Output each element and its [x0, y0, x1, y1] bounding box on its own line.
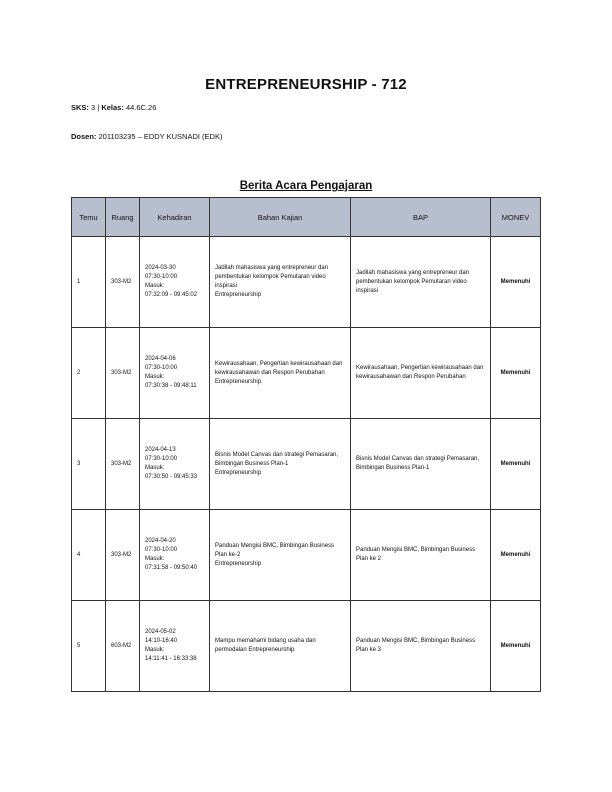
ruang-cell: 303-M2	[106, 237, 140, 328]
bap-text: Kewirausahaan, Pengertian kewirausahaan dan kewirausahawan dan Respon Perubahan	[356, 365, 484, 380]
masuk-text: 07:30:38 - 09:48:11	[145, 383, 197, 389]
kajian-text: Kewirausahaan, Pengertian kewirausahaan dan kewirausahawan dan Respon Perubahan Entrepreneurship	[215, 360, 343, 385]
time-text: 14:10-16:40	[145, 638, 178, 644]
kehadiran-cell	[140, 328, 210, 419]
bap-text: Bisnis Model Canvas dan strategi Pemasaran, Bimbingan Business Plan-1	[356, 456, 480, 471]
header-bap: BAP	[351, 198, 491, 237]
bahan-kajian-cell	[210, 237, 351, 328]
header-ruang: Ruang	[106, 198, 140, 237]
masuk-label: Masuk:	[145, 283, 165, 289]
sks-label: SKS:	[71, 103, 89, 112]
header-kehadiran: Kehadiran	[140, 198, 210, 237]
ruang-cell: 303-M2	[106, 419, 140, 510]
masuk-label: Masuk:	[145, 647, 165, 653]
sks-kelas-line	[71, 103, 156, 112]
monev-cell: Memenuhi	[491, 237, 541, 328]
header-monev: MONEV	[491, 198, 541, 237]
masuk-label: Masuk:	[145, 556, 165, 562]
dosen-line	[71, 132, 222, 141]
temu-cell: 4	[72, 510, 106, 601]
header-bahan-kajian: Bahan Kajian	[210, 198, 351, 237]
bap-cell	[351, 328, 491, 419]
bahan-kajian-cell	[210, 419, 351, 510]
table-header-row	[72, 198, 541, 237]
masuk-label: Masuk:	[145, 374, 165, 380]
masuk-text: 07:32:09 - 09:45:02	[145, 292, 198, 298]
bap-text: Panduan Mengisi BMC, Bimbingan Business Plan ke 2	[356, 547, 476, 562]
kehadiran-cell	[140, 510, 210, 601]
bap-cell	[351, 510, 491, 601]
bap-text: Panduan Mengisi BMC, Bimbingan Business Plan ke 3	[356, 638, 476, 653]
kajian-text: Bisnis Model Canvas dan strategi Pemasaran, Bimbingan Business Plan-1 Entrepreneurship	[215, 451, 339, 476]
kehadiran-cell	[140, 601, 210, 692]
time-text: 07:30-10:00	[145, 365, 178, 371]
ruang-cell: 303-M2	[106, 328, 140, 419]
table-row	[72, 601, 541, 692]
masuk-text: 07:30:50 - 09:45:33	[145, 474, 198, 480]
kehadiran-cell	[140, 237, 210, 328]
kehadiran-cell	[140, 419, 210, 510]
bahan-kajian-cell	[210, 601, 351, 692]
kelas-label: Kelas:	[101, 103, 124, 112]
kajian-text: Mampu memahami bidang usaha dan permodalan Entrepreneurship	[215, 638, 316, 653]
document-title: ENTREPRENEURSHIP - 712	[205, 76, 407, 93]
monev-cell: Memenuhi	[491, 510, 541, 601]
date-text: 2024-03-30	[145, 265, 176, 271]
date-text: 2024-04-13	[145, 447, 176, 453]
date-text: 2024-05-02	[145, 629, 176, 635]
table-row	[72, 419, 541, 510]
kajian-text: Jadilah mahasiswa yang entrepreneur dan pembentukan kelompok Pemutaran video inspirasi Entrepreneurship	[215, 265, 329, 298]
time-text: 07:30-10:00	[145, 547, 178, 553]
kelas-value: 44.6C.26	[125, 103, 157, 112]
dosen-label: Dosen:	[71, 132, 97, 141]
ruang-cell: 603-M2	[106, 601, 140, 692]
monev-cell: Memenuhi	[491, 328, 541, 419]
kajian-text: Panduan Mengisi BMC, Bimbingan Business Plan ke-2 Entrepreneurship	[215, 542, 335, 567]
meta-separator: |	[97, 103, 100, 112]
masuk-text: 14:11:41 - 16:33:38	[145, 656, 197, 662]
table-row	[72, 510, 541, 601]
sks-value: 3	[91, 103, 96, 112]
date-text: 2024-04-06	[145, 356, 176, 362]
bahan-kajian-cell	[210, 510, 351, 601]
dosen-value: 201103235 – EDDY KUSNADI (EDK)	[98, 132, 223, 141]
bap-cell	[351, 237, 491, 328]
temu-cell: 1	[72, 237, 106, 328]
bahan-kajian-cell	[210, 328, 351, 419]
time-text: 07:30-10:00	[145, 274, 178, 280]
table-caption: Berita Acara Pengajaran	[239, 180, 373, 192]
masuk-label: Masuk:	[145, 465, 165, 471]
time-text: 07:30-10:00	[145, 456, 178, 462]
attendance-table	[71, 197, 541, 692]
monev-cell: Memenuhi	[491, 601, 541, 692]
bap-cell	[351, 419, 491, 510]
temu-cell: 3	[72, 419, 106, 510]
ruang-cell: 303-M2	[106, 510, 140, 601]
bap-text: Jadilah mahasiswa yang entrepreneur dan pembentukan kelompok Pemutaran video inspirasi	[356, 269, 470, 294]
temu-cell: 5	[72, 601, 106, 692]
header-temu: Temu	[72, 198, 106, 237]
table-row	[72, 237, 541, 328]
table-row	[72, 328, 541, 419]
masuk-text: 07:31:58 - 09:50:40	[145, 565, 198, 571]
temu-cell: 2	[72, 328, 106, 419]
monev-cell: Memenuhi	[491, 419, 541, 510]
date-text: 2024-04-20	[145, 538, 176, 544]
bap-cell	[351, 601, 491, 692]
